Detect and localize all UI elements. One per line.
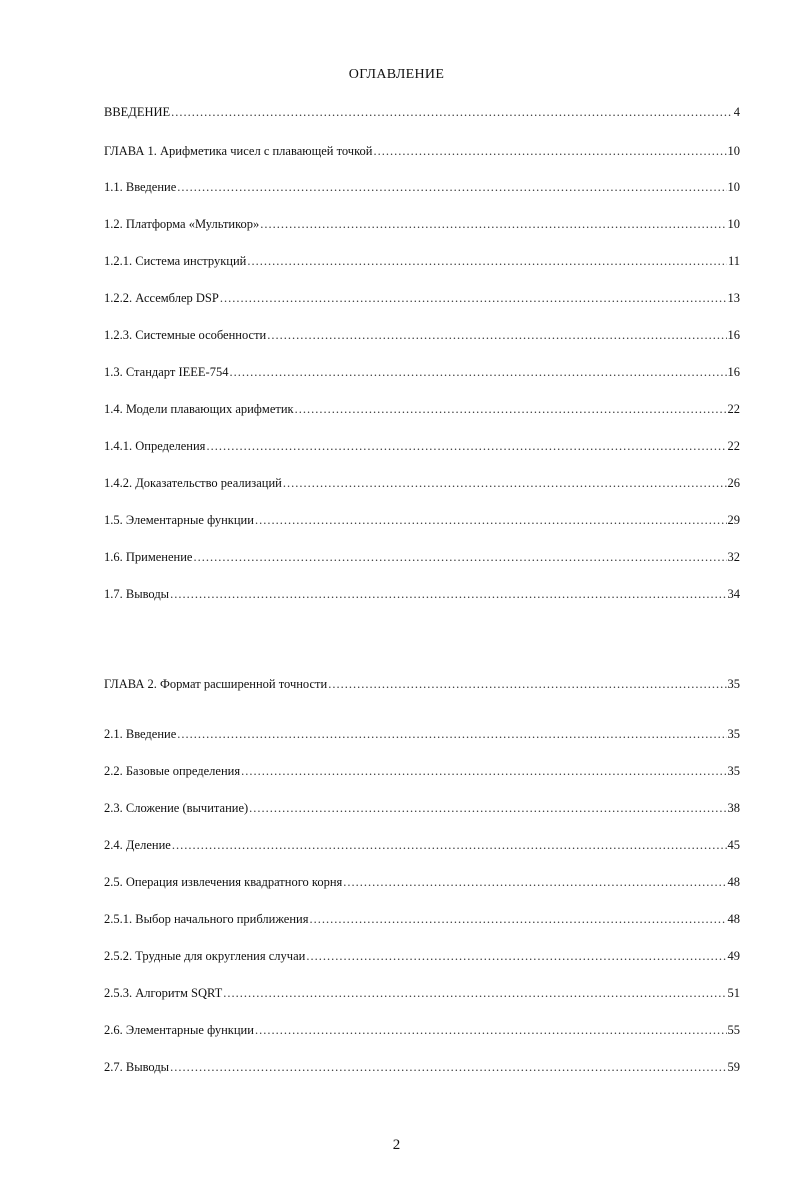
toc-entry (104, 216, 740, 232)
toc-entry-label: 1.2.1. Система инструкций (104, 254, 247, 268)
toc-entry (104, 874, 740, 890)
toc-entry-label: 2.4. Деление (104, 838, 171, 852)
toc-entry-page: 49 (727, 949, 740, 963)
toc-entry (104, 253, 740, 269)
toc-entry (104, 512, 740, 528)
toc-entry (104, 726, 740, 742)
toc-entry-label: 1.6. Применение (104, 550, 193, 564)
toc-entry-page: 22 (727, 439, 740, 453)
toc-entry (104, 948, 740, 964)
toc-entry-page: 10 (727, 144, 740, 158)
toc-entry (104, 800, 740, 816)
toc-entry-label: ВВЕДЕНИЕ (104, 105, 171, 119)
dot-leader (170, 586, 726, 602)
dot-leader (223, 985, 726, 1001)
dot-leader (255, 512, 727, 528)
toc-entry-label: 2.1. Введение (104, 727, 177, 741)
toc-entry-page: 59 (727, 1060, 740, 1074)
toc-entry-label: 1.2. Платформа «Мультикор» (104, 217, 260, 231)
toc-entry (104, 179, 740, 195)
toc-entry-page: 16 (727, 365, 740, 379)
toc-entry-page: 38 (727, 801, 740, 815)
toc-entry-page: 35 (727, 677, 740, 691)
toc-entry (104, 290, 740, 306)
dot-leader (177, 726, 726, 742)
dot-leader (309, 911, 726, 927)
toc-entry (104, 586, 740, 602)
dot-leader (255, 1022, 727, 1038)
dot-leader (229, 364, 726, 380)
toc-entry-page: 48 (727, 875, 740, 889)
toc-entry (104, 438, 740, 454)
toc-entry-label: 1.5. Элементарные функции (104, 513, 254, 527)
toc-entry (104, 911, 740, 927)
toc-entry-label: 2.6. Элементарные функции (104, 1023, 254, 1037)
toc-entry (104, 1059, 740, 1075)
toc-entry (104, 676, 740, 692)
toc-entry-label: 2.5.2. Трудные для округления случаи (104, 949, 306, 963)
dot-leader (373, 143, 726, 159)
toc-entry-label: 2.7. Выводы (104, 1060, 170, 1074)
dot-leader (328, 676, 726, 692)
toc-entry-page: 4 (733, 105, 740, 119)
dot-leader (283, 475, 727, 491)
toc-entry (104, 763, 740, 779)
dot-leader (267, 327, 726, 343)
toc-entry-page: 29 (727, 513, 740, 527)
toc-entry-label: 1.1. Введение (104, 180, 177, 194)
page-number: 2 (392, 1137, 401, 1153)
toc-entry (104, 143, 740, 159)
toc-entry (104, 104, 740, 120)
toc-entry-page: 13 (727, 291, 740, 305)
toc-entry-label: ГЛАВА 1. Арифметика чисел с плавающей точкой (104, 144, 373, 158)
dot-leader (249, 800, 726, 816)
toc-entry (104, 1022, 740, 1038)
toc-entry (104, 327, 740, 343)
dot-leader (170, 1059, 726, 1075)
toc-entry-page: 45 (727, 838, 740, 852)
toc-entry-page: 22 (727, 402, 740, 416)
toc-entry-label: 2.3. Сложение (вычитание) (104, 801, 249, 815)
toc-entry (104, 364, 740, 380)
dot-leader (295, 401, 727, 417)
toc-entry-label: 2.5.3. Алгоритм SQRT (104, 986, 223, 1000)
toc-entry-label: 1.4.1. Определения (104, 439, 206, 453)
page-title: ОГЛАВЛЕНИЕ (348, 67, 445, 82)
dot-leader (206, 438, 726, 454)
dot-leader (343, 874, 726, 890)
dot-leader (193, 549, 726, 565)
toc-entry-label: 1.2.3. Системные особенности (104, 328, 267, 342)
toc-entry (104, 985, 740, 1001)
dot-leader (247, 253, 727, 269)
dot-leader (171, 104, 733, 120)
dot-leader (172, 837, 727, 853)
toc-entry-page: 10 (727, 217, 740, 231)
toc-entry-label: 2.2. Базовые определения (104, 764, 241, 778)
dot-leader (260, 216, 726, 232)
toc-entry-label: 1.2.2. Ассемблер DSP (104, 291, 219, 305)
dot-leader (241, 763, 726, 779)
toc-entry-page: 10 (727, 180, 740, 194)
toc-entry-label: 1.7. Выводы (104, 587, 170, 601)
toc-entry (104, 401, 740, 417)
dot-leader (177, 179, 726, 195)
toc-entry-page: 51 (727, 986, 740, 1000)
toc-entry-page: 26 (727, 476, 740, 490)
toc-entry-page: 55 (727, 1023, 740, 1037)
toc-entry-label: ГЛАВА 2. Формат расширенной точности (104, 677, 328, 691)
toc-entry-page: 11 (727, 254, 740, 268)
toc-entry-label: 2.5.1. Выбор начального приближения (104, 912, 309, 926)
toc-entry (104, 549, 740, 565)
toc-entry-label: 1.4.2. Доказательство реализаций (104, 476, 282, 490)
toc-entry-page: 48 (727, 912, 740, 926)
toc-entry-page: 35 (727, 764, 740, 778)
toc-entry-label: 2.5. Операция извлечения квадратного корня (104, 875, 343, 889)
toc-entry-page: 34 (727, 587, 740, 601)
toc-entry-page: 16 (727, 328, 740, 342)
toc-entry-label: 1.4. Модели плавающих арифметик (104, 402, 294, 416)
toc-entry (104, 837, 740, 853)
dot-leader (220, 290, 727, 306)
toc-entry (104, 475, 740, 491)
dot-leader (306, 948, 726, 964)
toc-entry-label: 1.3. Стандарт IEEE-754 (104, 365, 229, 379)
toc-entry-page: 35 (727, 727, 740, 741)
toc-entry-page: 32 (727, 550, 740, 564)
